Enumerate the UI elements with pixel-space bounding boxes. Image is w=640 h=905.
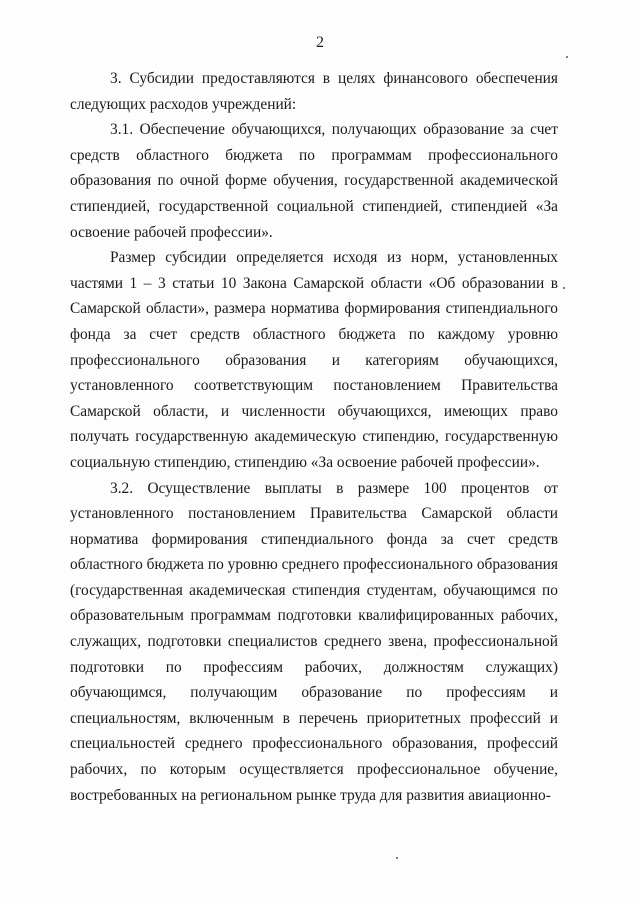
document-body (70, 66, 558, 808)
scan-speck (563, 287, 565, 289)
paragraph-subsidy-size: Размер субсидии определяется исходя из норм, установленных частями 1 – 3 статьи 10 Закона Самарской области «Об образовании в Самарской области», размера норматива формирования стипендиального фонда за счет средств областного бюджета по каждому уровню профессионального образования и категориям обучающихся, установленного соответствующим постановлением Правительства Самарской области, и численности обучающихся, имеющих право получать государственную академическую стипендию, государственную социальную стипендию, стипендию «За освоение рабочей профессии». (70, 249, 558, 471)
scan-speck (396, 857, 398, 859)
paragraph-3: 3. Субсидии предоставляются в целях финансового обеспечения следующих расходов учреждений: (70, 70, 558, 113)
paragraph-3-1: 3.1. Обеспечение обучающихся, получающих образование за счет средств областного бюджета по программам профессионального образования по очной форме обучения, государственной академической стипендией, государственной социальной стипендией, стипендией «За освоение рабочей профессии». (70, 121, 558, 241)
page-number: 2 (316, 34, 324, 51)
scan-speck (566, 56, 568, 58)
paragraph-3-2: 3.2. Осуществление выплаты в размере 100 процентов от установленного постановлением Правительства Самарской области норматива формирования стипендиального фонда за счет средств областного бюджета по уровню среднего профессионального образования (государственная академическая стипендия студентам, обучающимся по образовательным программам подготовки квалифицированных рабочих, служащих, подготовки специалистов среднего звена, профессиональной подготовки по профессиям рабочих, должностям служащих) обучающимся, получающим образование по профессиям и специальностям, включенным в перечень приоритетных профессий и специальностей среднего профессионального образования, профессий рабочих, по которым осуществляется профессиональное обучение, востребованных на региональном рынке труда для развития авиационно- (70, 479, 558, 804)
